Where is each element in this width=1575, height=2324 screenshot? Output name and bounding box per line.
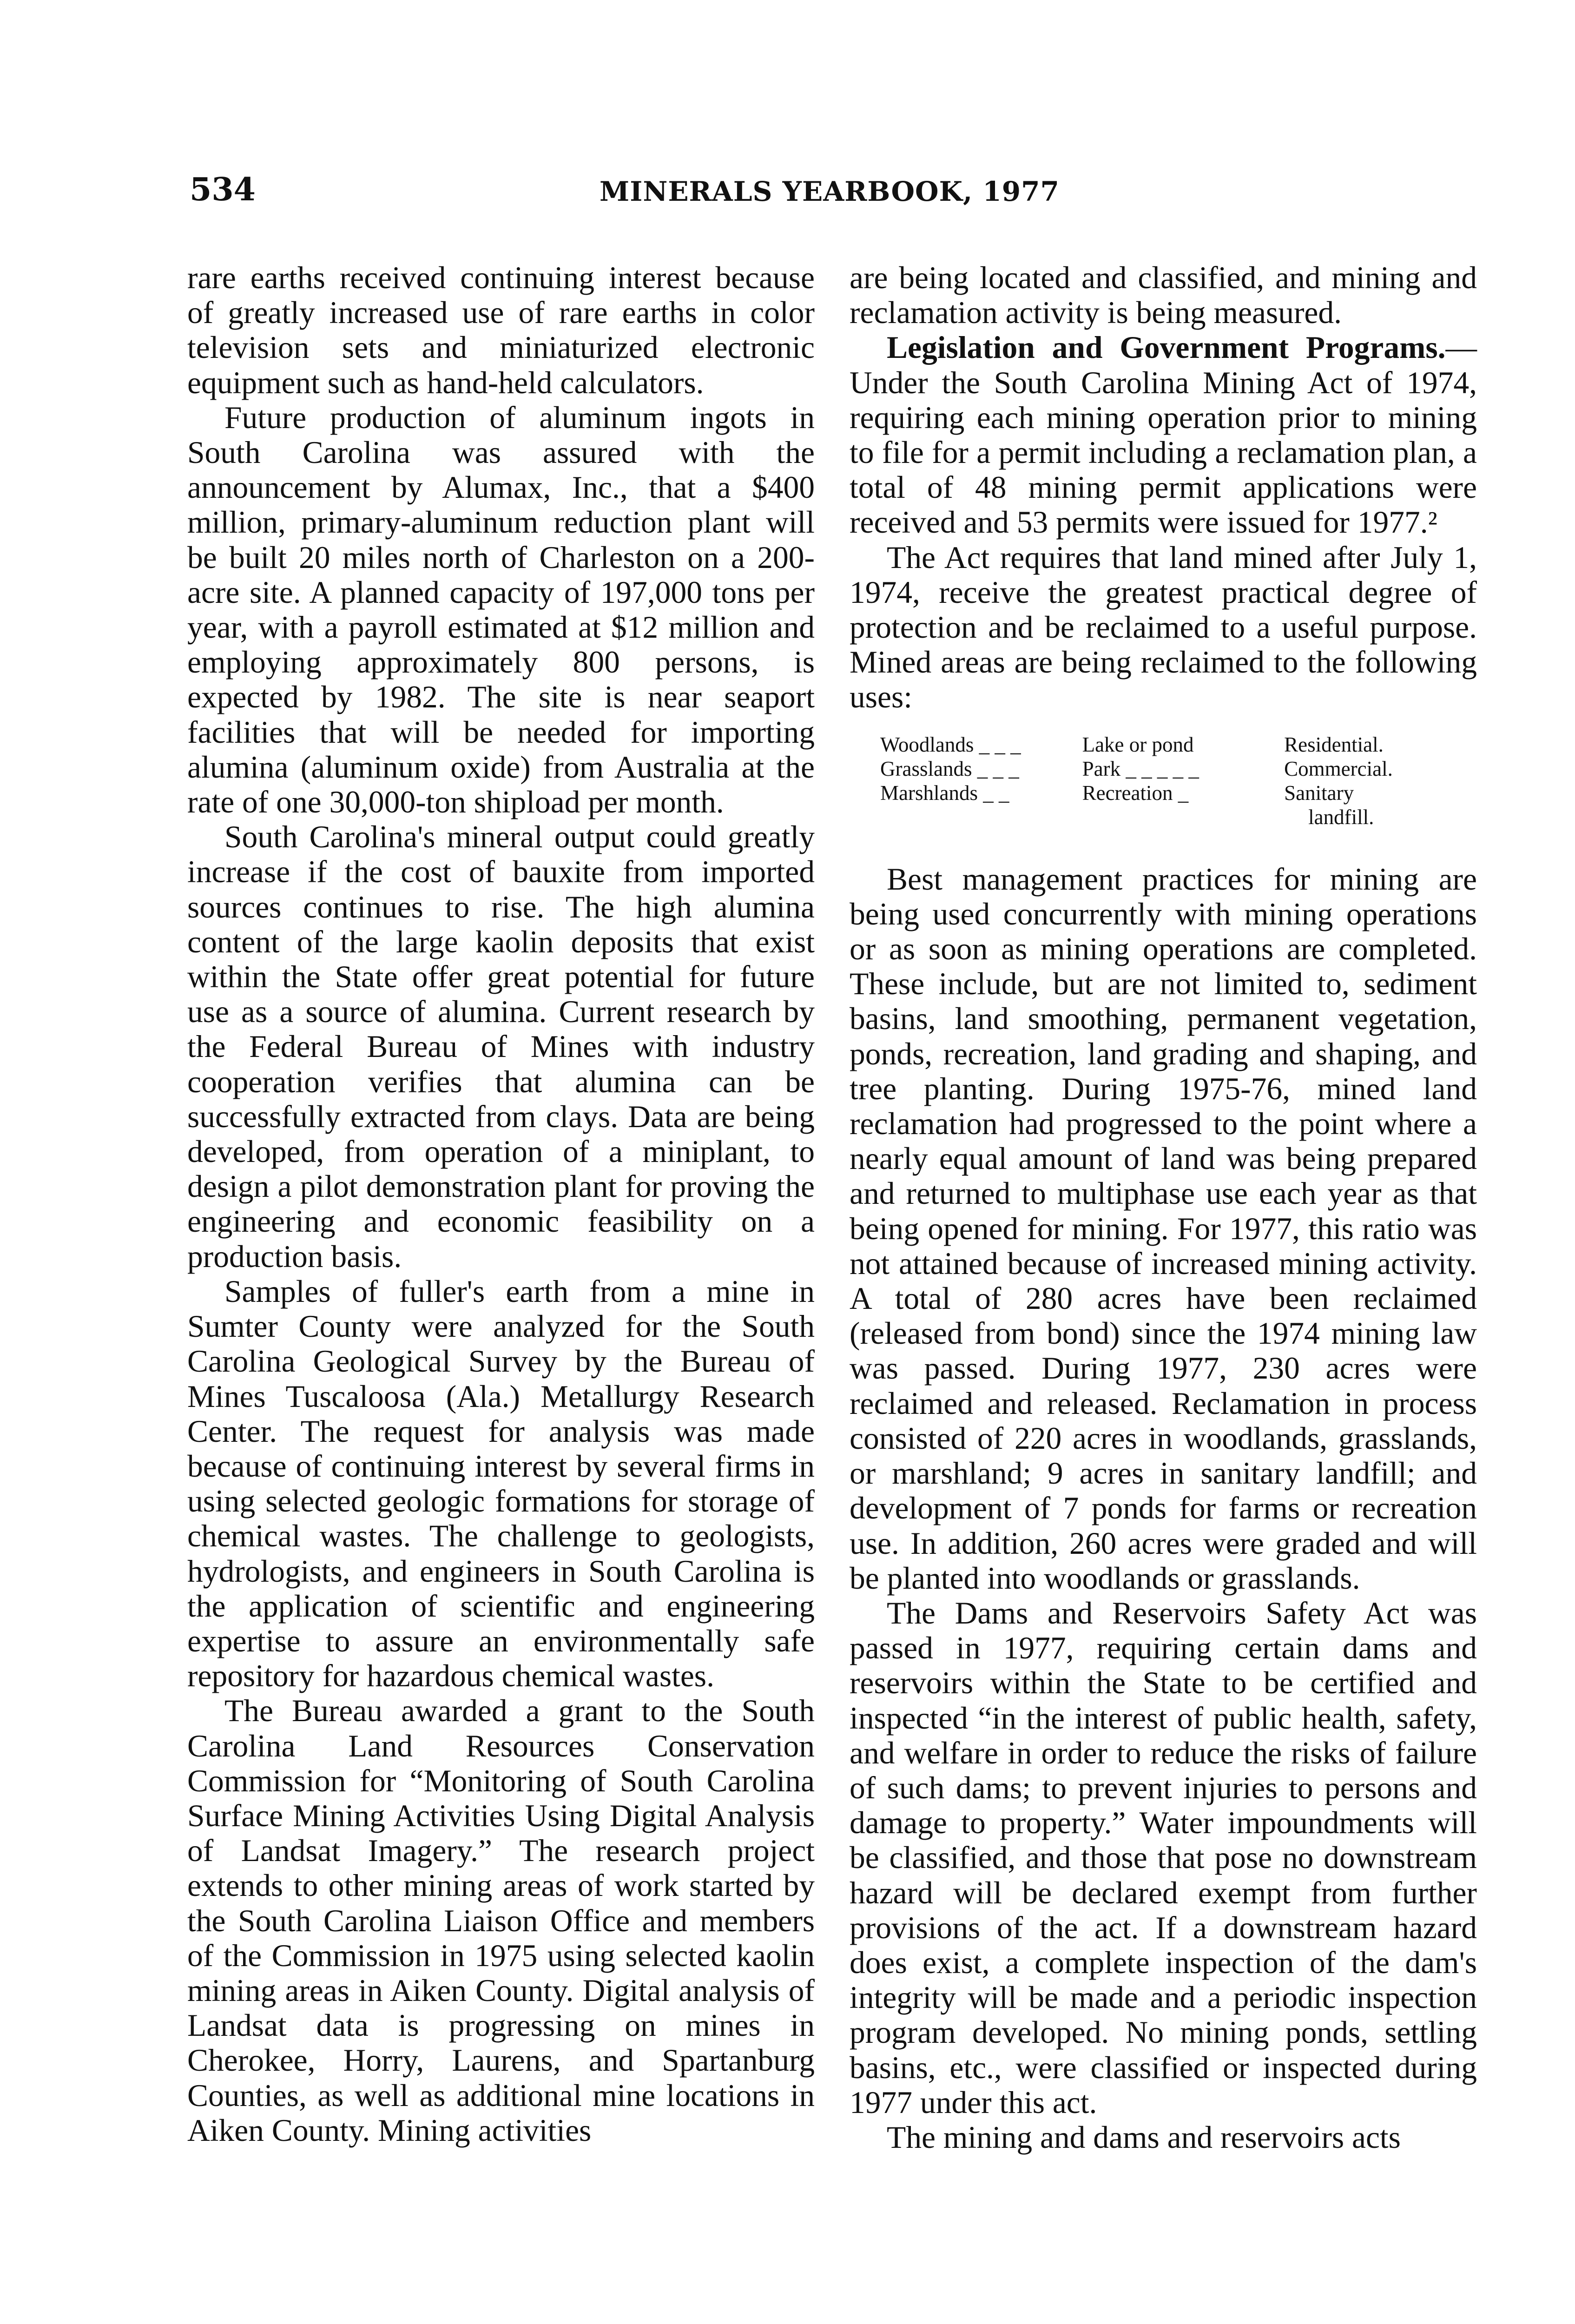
left-column bbox=[187, 260, 815, 2148]
paragraph-legislation bbox=[850, 330, 1477, 540]
paragraph-mining-dams-acts: The mining and dams and reservoirs acts bbox=[887, 2119, 1401, 2155]
paragraph-fullers-earth: Samples of fuller's earth from a mine in Sumter County were analyzed for the South Carolina Geological Survey by the Bureau of Mines Tuscaloosa (Ala.) Metallurgy Research Center. The request for analysis was made because of continuing interest by several firms in using selected geologic formations for storage of chemical wastes. The challenge to geologists, hydrologists, and engineers in South Carolina is the application of scientific and engineering expertise to assure an environmentally safe repository for hazardous chemical wastes. bbox=[187, 1274, 815, 1694]
running-title: MINERALS YEARBOOK, 1977 bbox=[600, 176, 1060, 207]
use-item: Lake or pond bbox=[1082, 733, 1194, 756]
uses-column-1 bbox=[880, 733, 1082, 829]
legislation-body: —Under the South Carolina Mining Act of 1974, requiring each mining operation prior to mining to file for a permit including a reclamation plan, a total of 48 mining permit applications were received and 53 permits were issued for 1977.² bbox=[850, 330, 1477, 540]
reclamation-uses-list bbox=[880, 733, 1477, 829]
use-item: Commercial. bbox=[1284, 757, 1393, 780]
paragraph-rare-earths: rare earths received continuing interest because of greatly increased use of rare earths in color television sets and miniaturized electronic equipment such as hand-held calculators. bbox=[187, 260, 815, 400]
use-item: Residential. bbox=[1284, 733, 1384, 756]
uses-column-3 bbox=[1284, 733, 1477, 829]
paragraph-landsat-grant: The Bureau awarded a grant to the South Carolina Land Resources Conservation Commission for “Monitoring of South Carolina Surface Mining Activities Using Digital Analysis of Landsat Imagery.” The research project extends to other mining areas of work started by the South Carolina Liaison Office and members of the Commission in 1975 using selected kaolin mining areas in Aiken County. Digital analysis of Landsat data is progressing on mines in Cherokee, Horry, Laurens, and Spartanburg Counties, as well as additional mine locations in Aiken County. Mining activities bbox=[187, 1693, 815, 2148]
uses-column-2 bbox=[1082, 733, 1285, 829]
paragraph-mining-activity: are being located and classified, and mining and reclamation activity is being measured. bbox=[850, 260, 1477, 330]
paragraph-act-requirements: The Act requires that land mined after July 1, 1974, receive the greatest practical degree of protection and be reclaimed to a useful purpose. Mined areas are being reclaimed to the following uses: bbox=[850, 540, 1477, 715]
paragraph-mineral-output: South Carolina's mineral output could greatly increase if the cost of bauxite from imported sources continues to rise. The high alumina content of the large kaolin deposits that exist within the State offer great potential for future use as a source of alumina. Current research by the Federal Bureau of Mines with industry cooperation verifies that alumina can be successfully extracted from clays. Data are being developed, from operation of a miniplant, to design a pilot demonstration plant for proving the engineering and economic feasibility on a production basis. bbox=[187, 819, 815, 1274]
paragraph-aluminum-ingots: Future production of aluminum ingots in South Carolina was assured with the announcement by Alumax, Inc., that a $400 million, primary-aluminum reduction plant will be built 20 miles north of Charleston on a 200-acre site. A planned capacity of 197,000 tons per year, with a payroll estimated at $12 million and employing approximately 800 persons, is expected by 1982. The site is near seaport facilities that will be needed for importing alumina (aluminum oxide) from Australia at the rate of one 30,000-ton shipload per month. bbox=[187, 400, 815, 820]
use-item: landfill. bbox=[1308, 805, 1374, 829]
use-item: Marshlands _ _ bbox=[880, 781, 1009, 805]
page-number: 534 bbox=[190, 171, 256, 208]
use-item: Woodlands _ _ _ bbox=[880, 733, 1021, 756]
right-column bbox=[850, 260, 1477, 2155]
paragraph-best-practices: Best management practices for mining are being used concurrently with mining operations or as soon as mining operations are completed. These include, but are not limited to, sediment basins, land smoothing, permanent vegetation, ponds, recreation, land grading and shaping, and tree planting. During 1975-76, mined land reclamation had progressed to the point where a nearly equal amount of land was being prepared and returned to multiphase use each year as that being opened for mining. For 1977, this ratio was not attained because of increased mining activity. A total of 280 acres have been reclaimed (released from bond) since the 1974 mining law was passed. During 1977, 230 acres were reclaimed and released. Reclamation in process consisted of 220 acres in woodlands, grasslands, or marshland; 9 acres in sanitary landfill; and development of 7 ponds for farms or recreation use. In addition, 260 acres were graded and will be planted into woodlands or grasslands. bbox=[850, 861, 1477, 1596]
section-heading-legislation: Legislation and Government Programs. bbox=[887, 330, 1446, 365]
use-item: Sanitary bbox=[1284, 781, 1354, 805]
use-item: Park _ _ _ _ _ bbox=[1082, 757, 1199, 780]
use-item: Recreation _ bbox=[1082, 781, 1189, 805]
use-item: Grasslands _ _ _ bbox=[880, 757, 1019, 780]
paragraph-dams-act: The Dams and Reservoirs Safety Act was passed in 1977, requiring certain dams and reservoirs within the State to be certified and inspected “in the interest of public health, safety, and welfare in order to reduce the risks of failure of such dams; to prevent injuries to persons and damage to property.” Water impoundments will be classified, and those that pose no downstream hazard will be declared exempt from further provisions of the act. If a downstream hazard does exist, a complete inspection of the dam's integrity will be made and a periodic inspection program developed. No mining ponds, settling basins, etc., were classified or inspected during 1977 under this act. bbox=[850, 1595, 1477, 2120]
